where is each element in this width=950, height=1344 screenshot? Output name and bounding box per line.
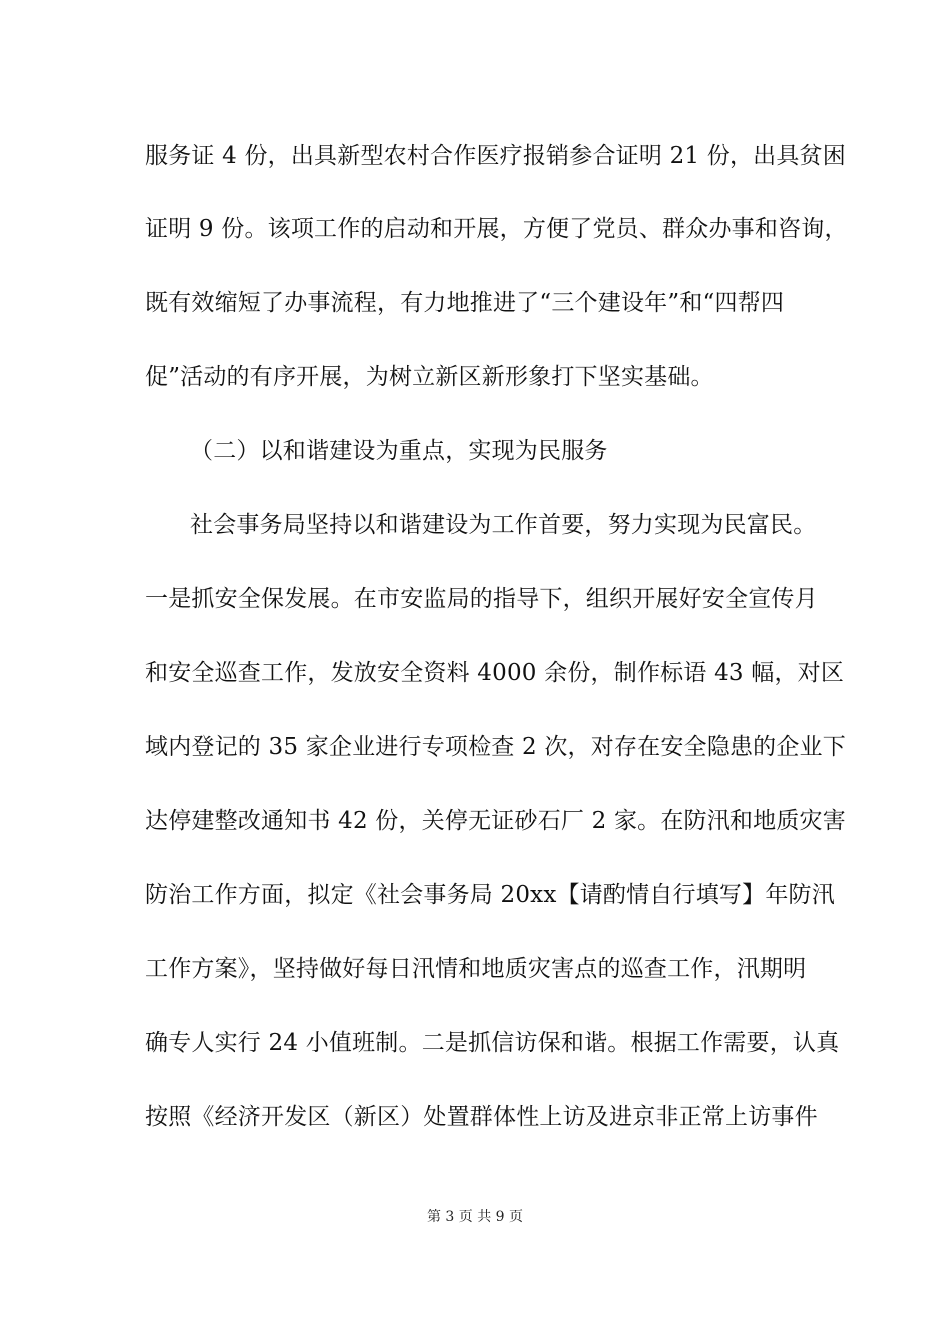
paragraph-line-12: 工作方案》，坚持做好每日汛情和地质灾害点的巡查工作，汛期明 (145, 956, 807, 982)
paragraph-line-8: 和安全巡查工作，发放安全资料 4000 余份，制作标语 43 幅，对区 (145, 660, 845, 686)
page-number: 第 3 页 共 9 页 (426, 1209, 524, 1225)
page-footer (0, 1208, 950, 1226)
section-heading: （二）以和谐建设为重点，实现为民服务 (190, 438, 608, 464)
paragraph-line-11: 防治工作方面，拟定《社会事务局 20xx【请酌情自行填写】年防汛 (145, 882, 835, 908)
paragraph-line-14: 按照《经济开发区（新区）处置群体性上访及进京非正常上访事件 (145, 1104, 818, 1130)
paragraph-line-3: 既有效缩短了办事流程，有力地推进了“三个建设年”和“四帮四 (145, 290, 785, 316)
paragraph-line-2: 证明 9 份。该项工作的启动和开展，方便了党员、群众办事和咨询， (145, 216, 848, 242)
paragraph-line-7: 一是抓安全保发展。在市安监局的指导下，组织开展好安全宣传月 (145, 586, 818, 612)
paragraph-line-10: 达停建整改通知书 42 份，关停无证砂石厂 2 家。在防汛和地质灾害 (145, 808, 846, 834)
paragraph-line-6: 社会事务局坚持以和谐建设为工作首要，努力实现为民富民。 (190, 512, 817, 538)
paragraph-line-13: 确专人实行 24 小值班制。二是抓信访保和谐。根据工作需要，认真 (145, 1030, 840, 1056)
paragraph-line-1: 服务证 4 份，出具新型农村合作医疗报销参合证明 21 份，出具贫困 (145, 143, 846, 169)
paragraph-line-9: 域内登记的 35 家企业进行专项检查 2 次，对存在安全隐患的企业下 (145, 734, 846, 760)
paragraph-line-4: 促”活动的有序开展，为树立新区新形象打下坚实基础。 (145, 364, 714, 390)
